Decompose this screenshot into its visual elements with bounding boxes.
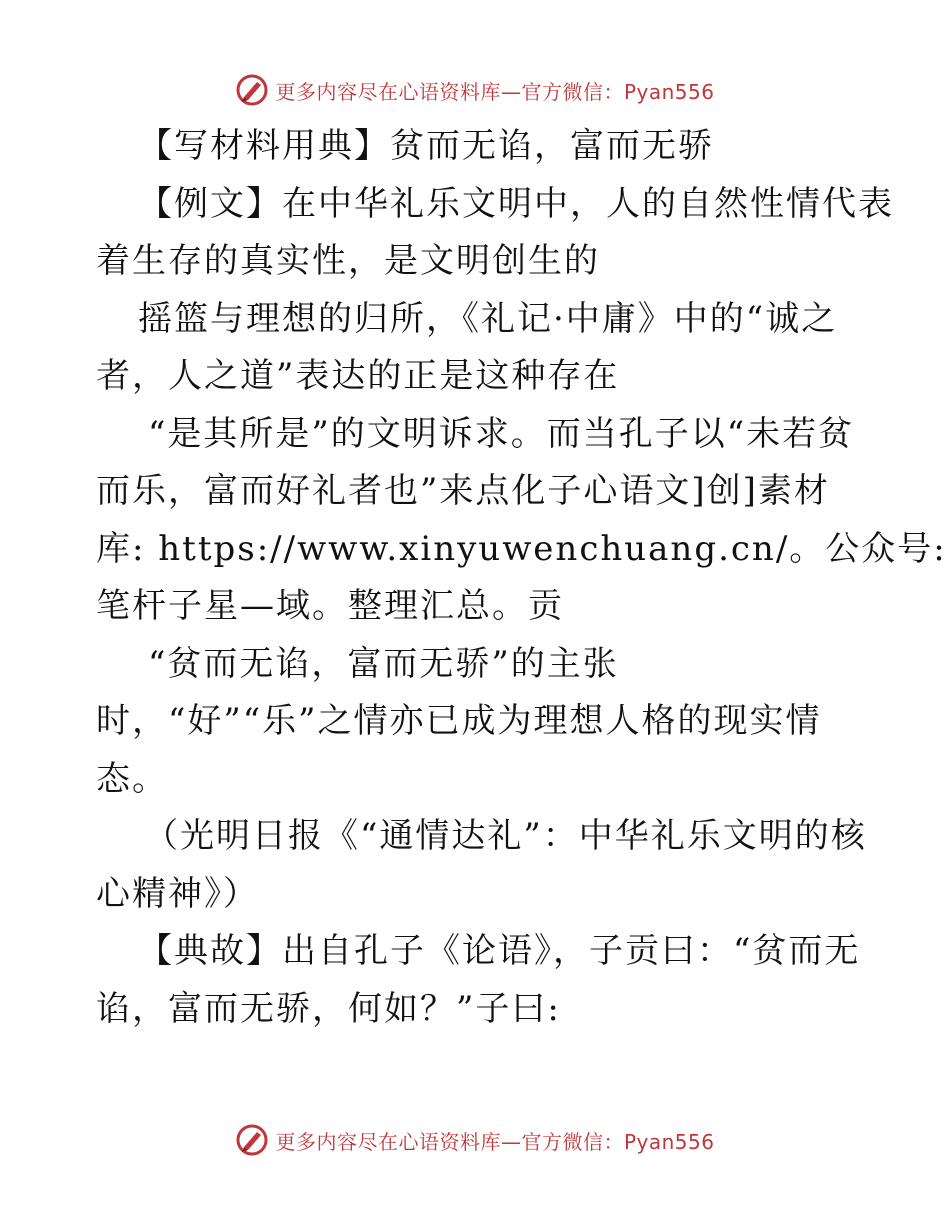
text-line: 库: https://www.xinyuwenchuang.cn/。公众号: [96, 528, 947, 569]
text-line: （光明日报《“通情达礼”：中华礼乐文明的核 [144, 816, 867, 856]
text-line: 时，“好”“乐”之情亦已成为理想人格的现实情 [96, 701, 822, 741]
pen-circle-logo-icon [235, 73, 269, 107]
text-line: 摇篮与理想的归所，《礼记·中庸》中的“诚之 [138, 298, 838, 339]
banner-text: 更多内容尽在心语资料库—官方微信：Pyan556 [275, 79, 715, 104]
footer-banner [0, 1120, 950, 1160]
text-line: 者，人之道”表达的正是这种存在 [96, 356, 620, 396]
text-line: “是其所是”的文明诉求。而当孔子以“未若贫 [148, 413, 855, 454]
text-line: 着生存的真实性，是文明创生的 [96, 241, 600, 281]
document-body [96, 118, 947, 1038]
text-line: 态。 [96, 758, 168, 799]
text-line: 【写材料用典】贫而无谄，富而无骄 [138, 126, 714, 166]
banner-text: 更多内容尽在心语资料库—官方微信：Pyan556 [275, 1129, 715, 1154]
text-line: 【例文】在中华礼乐文明中，人的自然性情代表 [138, 183, 894, 224]
text-line: 而乐，富而好礼者也”来点化子心语文]创]素材 [96, 471, 830, 511]
text-line: 笔杆子星—域。整理汇总。贡 [96, 586, 564, 626]
text-line: 【典故】出自孔子《论语》，子贡曰：“贫而无 [138, 931, 861, 971]
text-line: 心精神》） [96, 873, 259, 914]
text-line: “贫而无谄，富而无骄”的主张 [148, 643, 619, 684]
text-line: 谄，富而无骄，何如？”子曰: [96, 988, 561, 1029]
header-banner [0, 70, 950, 110]
pen-circle-logo-icon [235, 1123, 269, 1157]
